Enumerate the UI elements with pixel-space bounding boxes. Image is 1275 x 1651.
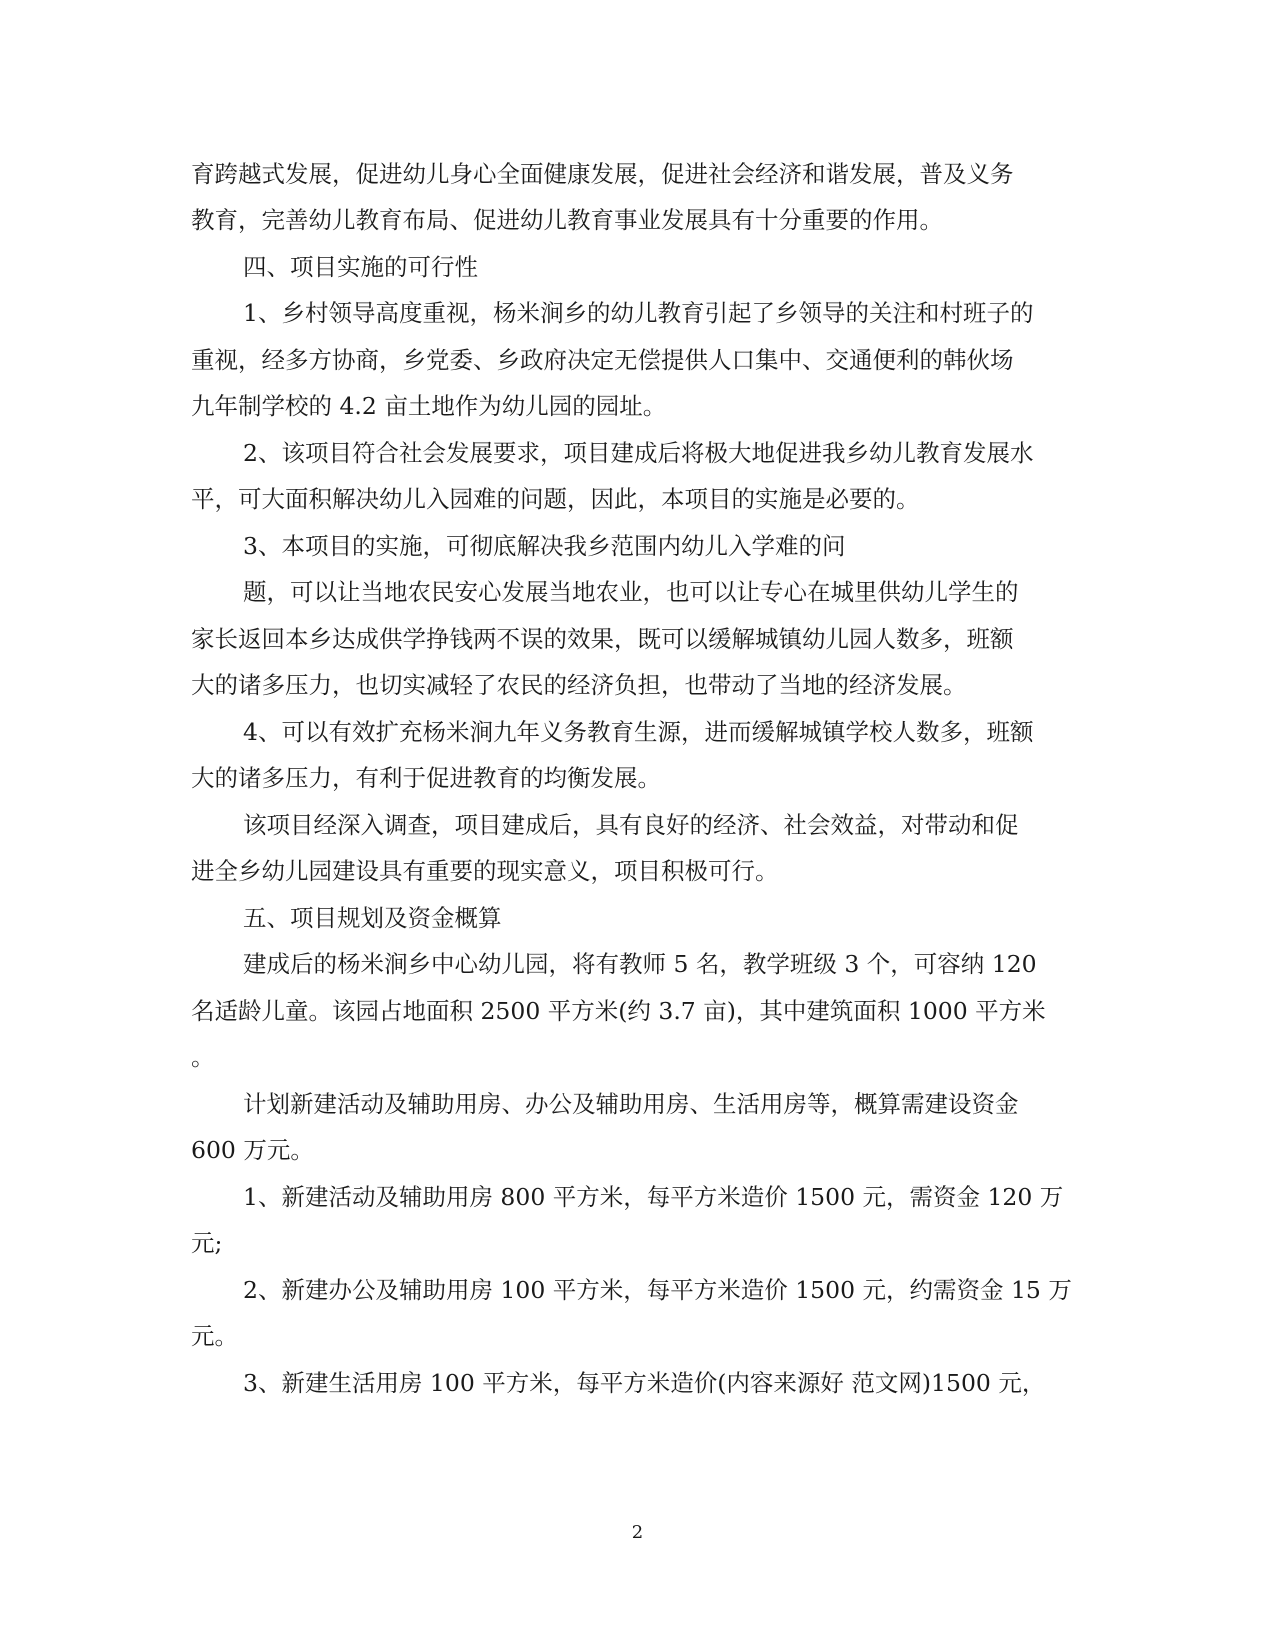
text-line: 2、该项目符合社会发展要求，项目建成后将极大地促进我乡幼儿教育发展水 (243, 439, 1034, 467)
text-line: 建成后的杨米涧乡中心幼儿园，将有教师 5 名，教学班级 3 个，可容纳 120 (243, 950, 1037, 978)
text-line: 。 (191, 1043, 215, 1071)
text-line: 元。 (191, 1322, 238, 1350)
text-line: 题，可以让当地农民安心发展当地农业，也可以让专心在城里供幼儿学生的 (243, 578, 1019, 606)
text-line: 名适龄儿童。该园占地面积 2500 平方米(约 3.7 亩)，其中建筑面积 1000 平方米 (191, 997, 1046, 1025)
text-line: 计划新建活动及辅助用房、办公及辅助用房、生活用房等，概算需建设资金 (243, 1090, 1019, 1118)
text-line: 600 万元。 (191, 1136, 314, 1164)
section-heading: 四、项目实施的可行性 (243, 253, 478, 281)
text-line: 3、本项目的实施，可彻底解决我乡范围内幼儿入学难的问 (243, 532, 846, 560)
text-line: 育跨越式发展，促进幼儿身心全面健康发展，促进社会经济和谐发展，普及义务 (191, 160, 1014, 188)
text-line: 家长返回本乡达成供学挣钱两不误的效果，既可以缓解城镇幼儿园人数多，班额 (191, 625, 1014, 653)
page-number: 2 (631, 1522, 644, 1543)
text-line: 教育，完善幼儿教育布局、促进幼儿教育事业发展具有十分重要的作用。 (191, 206, 943, 234)
text-line: 1、新建活动及辅助用房 800 平方米，每平方米造价 1500 元，需资金 120 万 (243, 1183, 1064, 1211)
text-line: 重视，经多方协商，乡党委、乡政府决定无偿提供人口集中、交通便利的韩伙场 (191, 346, 1014, 374)
text-line: 九年制学校的 4.2 亩土地作为幼儿园的园址。 (191, 392, 667, 420)
text-line: 平，可大面积解决幼儿入园难的问题，因此，本项目的实施是必要的。 (191, 485, 920, 513)
text-line: 4、可以有效扩充杨米涧九年义务教育生源，进而缓解城镇学校人数多，班额 (243, 718, 1034, 746)
text-line: 元; (191, 1229, 223, 1257)
text-line: 该项目经深入调查，项目建成后，具有良好的经济、社会效益，对带动和促 (243, 811, 1019, 839)
text-line: 2、新建办公及辅助用房 100 平方米，每平方米造价 1500 元，约需资金 15 万 (243, 1276, 1072, 1304)
text-line: 大的诸多压力，有利于促进教育的均衡发展。 (191, 764, 661, 792)
section-heading: 五、项目规划及资金概算 (243, 904, 502, 932)
text-line: 大的诸多压力，也切实减轻了农民的经济负担，也带动了当地的经济发展。 (191, 671, 967, 699)
text-line: 1、乡村领导高度重视，杨米涧乡的幼儿教育引起了乡领导的关注和村班子的 (243, 299, 1034, 327)
text-line: 进全乡幼儿园建设具有重要的现实意义，项目积极可行。 (191, 857, 779, 885)
text-line: 3、新建生活用房 100 平方米，每平方米造价(内容来源好 范文网)1500 元， (243, 1369, 1046, 1397)
